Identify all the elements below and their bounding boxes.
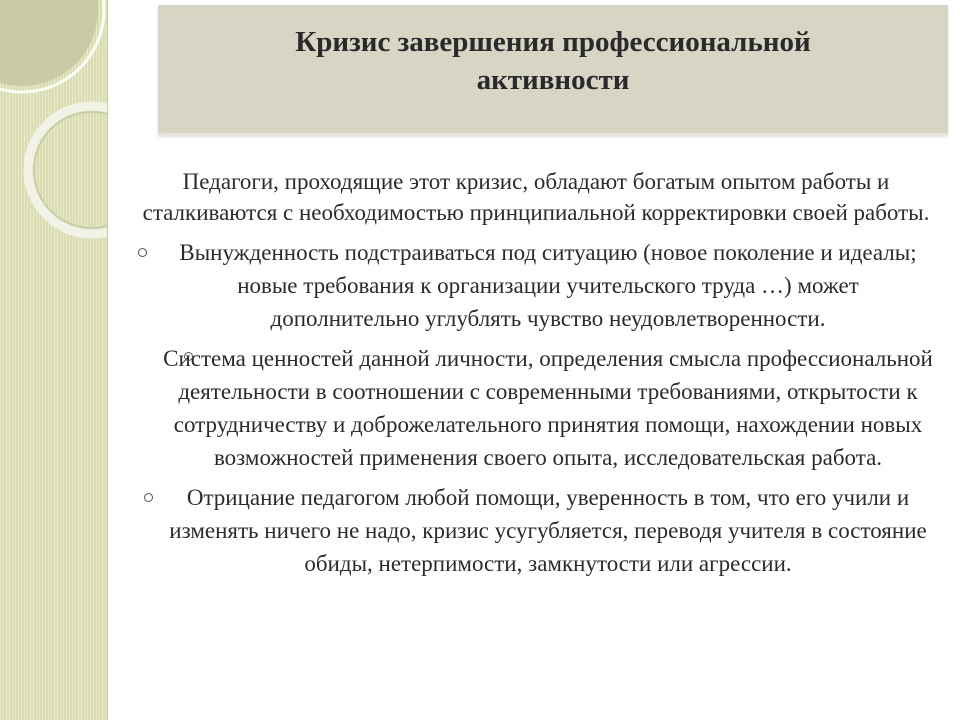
title-box [158,5,948,135]
bullet-text: Вынужденность подстраиваться под ситуацию (новое поколение и идеалы; новые требования к организации учительского труда …) может дополнительно углублять чувство неудовлетворенности. [179,240,917,331]
circle-bullet-icon [184,352,193,361]
decorative-rings-graphic [0,0,108,260]
bullet-text: Отрицание педагогом любой помощи, уверенность в том, что его учили и изменять ничего не надо, кризис усугубляется, переводя учителя в состояние обиды, нетерпимости, замкнутости или агрессии. [169,485,927,576]
decorative-side-band [0,0,108,720]
intro-paragraph: Педагоги, проходящие этот кризис, обладают богатым опытом работы и сталкиваются с необходимостью принципиальной корректировки своей работы. [142,169,930,225]
decorative-disc [0,0,98,86]
slide-title: Кризис завершения профессиональной активности [295,26,811,96]
circle-bullet-icon [144,493,153,502]
bullet-text: Система ценностей данной личности, определения смысла профессиональной деятельности в соотношении с современными требованиями, открытости к сотрудничеству и доброжелательного принятия помощи, нахождении новых возможностей применения своего опыта, исследовательская работа. [163,346,933,470]
decorative-ring-lower [28,106,108,234]
bullet-list [132,236,940,580]
circle-bullet-icon [138,248,147,257]
slide-content [132,166,940,587]
bullet-item [132,236,940,335]
bullet-item [132,481,940,580]
bullet-item [132,342,940,474]
